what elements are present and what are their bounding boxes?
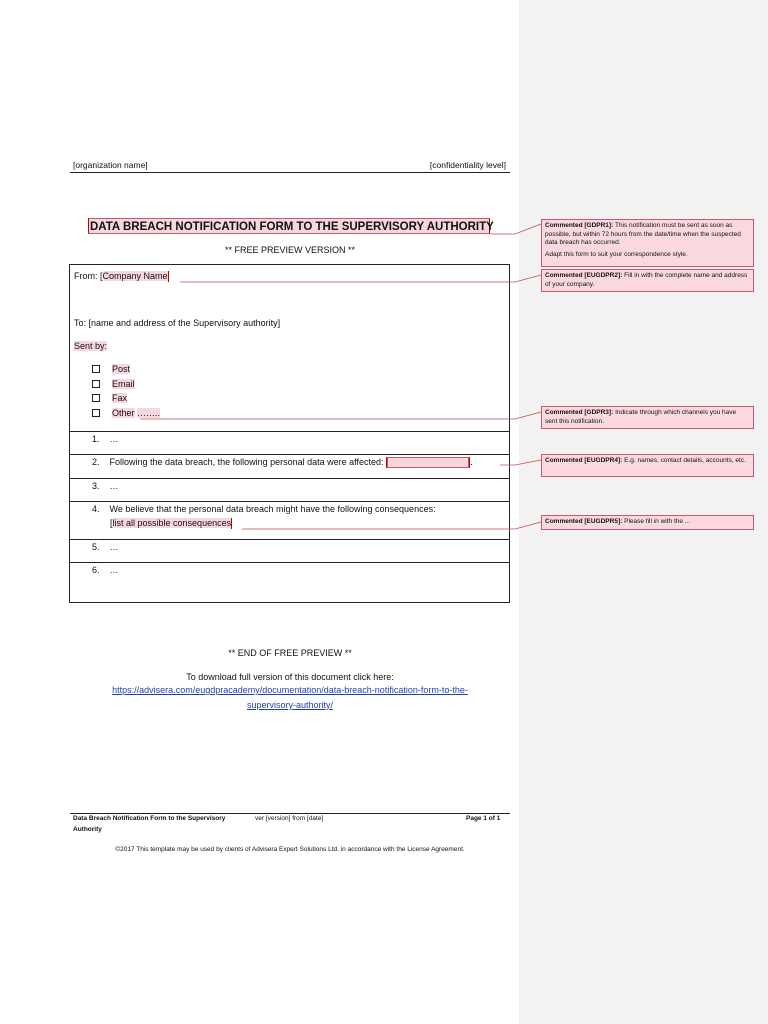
consequences-line: [list all possible consequences bbox=[110, 518, 232, 528]
end-preview-banner: ** END OF FREE PREVIEW ** bbox=[228, 648, 352, 658]
list-item-5 bbox=[92, 542, 119, 552]
comment-label: Commented [EUGDPR2]: bbox=[545, 272, 623, 279]
list-text[interactable]: … bbox=[109, 542, 119, 552]
comment-balloon-5[interactable] bbox=[541, 515, 754, 530]
sent-by-first-letter: S bbox=[74, 341, 81, 351]
channel-fax[interactable] bbox=[92, 393, 127, 403]
footer-doc-title-line2: Authority bbox=[73, 826, 102, 833]
header-rule bbox=[70, 172, 510, 173]
channel-post[interactable] bbox=[92, 364, 130, 374]
list-text[interactable]: … bbox=[109, 481, 119, 491]
list-item-2: 2. Following the data breach, the following personal data were affected: . bbox=[92, 457, 473, 467]
footer-page-number: Page 1 of 1 bbox=[466, 815, 501, 822]
list-item-3 bbox=[92, 481, 119, 491]
download-instructions: To download full version of this document click here: bbox=[186, 672, 394, 682]
comment-label: Commented [GDPR3]: bbox=[545, 409, 614, 416]
comment-label: Commented [GDPR1]: bbox=[545, 222, 614, 229]
comment-label: Commented [EUGDPR5]: bbox=[545, 518, 623, 525]
list-number: 6. bbox=[92, 565, 100, 575]
notification-form bbox=[69, 264, 510, 603]
free-preview-banner: ** FREE PREVIEW VERSION ** bbox=[224, 245, 356, 255]
checkbox-other[interactable] bbox=[92, 409, 100, 417]
list-item-6 bbox=[92, 565, 119, 575]
footer-copyright: ©2017 This template may be used by clients of Advisera Expert Solutions Ltd. in accordance with the License Agreement. bbox=[115, 846, 465, 853]
list-number: 5. bbox=[92, 542, 100, 552]
field-bracket bbox=[231, 518, 232, 529]
comment-balloon-4[interactable] bbox=[541, 454, 754, 477]
list-text: We believe that the personal data breach might have the following consequences: bbox=[109, 504, 436, 514]
row-divider bbox=[70, 454, 509, 455]
comments-pane bbox=[519, 0, 768, 1024]
comment-balloon-3[interactable] bbox=[541, 406, 754, 429]
channel-fax-label: Fax bbox=[112, 393, 128, 403]
channel-other-label: Other bbox=[112, 408, 135, 418]
channel-email[interactable] bbox=[92, 379, 135, 389]
company-name-field[interactable]: Company Name bbox=[102, 271, 168, 281]
list-number: 3. bbox=[92, 481, 100, 491]
comment-text: Fill in with the complete name and address of your company. bbox=[545, 272, 748, 288]
comment-text-2: Adapt this form to suit your correspondence style. bbox=[545, 250, 688, 258]
sent-by-rest: ent by: bbox=[80, 341, 108, 351]
consequences-field[interactable]: list all possible consequences bbox=[112, 518, 232, 528]
document-title[interactable]: DATA BREACH NOTIFICATION FORM TO THE SUPERVISORY AUTHORITY bbox=[88, 218, 490, 234]
row-divider bbox=[70, 501, 509, 502]
comment-text: Please fill in with the ... bbox=[624, 518, 691, 525]
list-number: 2. bbox=[92, 457, 100, 467]
confidentiality-level: [confidentiality level] bbox=[429, 160, 506, 170]
checkbox-fax[interactable] bbox=[92, 394, 100, 402]
download-link-continued[interactable]: supervisory-authority/ bbox=[246, 700, 334, 710]
comment-text: This notification must be sent as soon as possible, but within 72 hours from the date/time when the suspected data breach has occurred. bbox=[545, 222, 741, 246]
channel-post-label: Post bbox=[112, 364, 131, 374]
comment-anchor-2 bbox=[168, 271, 169, 282]
checkbox-email[interactable] bbox=[92, 380, 100, 388]
channel-other[interactable] bbox=[92, 408, 160, 418]
to-line: To: [name and address of the Supervisory authority] bbox=[74, 318, 281, 328]
list-item-1 bbox=[92, 434, 119, 444]
organization-name: [organization name] bbox=[73, 160, 148, 170]
footer-version: ver [version] from [date] bbox=[255, 815, 324, 822]
checkbox-post[interactable] bbox=[92, 365, 100, 373]
row-divider bbox=[70, 562, 509, 563]
list-item-4 bbox=[92, 504, 436, 514]
list-text[interactable]: … bbox=[109, 434, 119, 444]
from-label: From: [ bbox=[74, 271, 103, 281]
row-divider bbox=[70, 478, 509, 479]
row-divider bbox=[70, 431, 509, 432]
other-channel-field[interactable]: …….. bbox=[137, 408, 161, 418]
comment-label: Commented [EUGDPR4]: bbox=[545, 457, 623, 464]
list-text[interactable]: … bbox=[109, 565, 119, 575]
list-text: Following the data breach, the following personal data were affected: bbox=[109, 457, 384, 467]
sent-by-label[interactable] bbox=[74, 341, 107, 351]
channel-email-label: Email bbox=[112, 379, 135, 389]
footer-rule bbox=[70, 813, 510, 814]
footer-doc-title: Data Breach Notification Form to the Supervisory bbox=[73, 815, 226, 822]
list-number: 1. bbox=[92, 434, 100, 444]
row-divider bbox=[70, 539, 509, 540]
field-bracket bbox=[469, 457, 470, 468]
comment-balloon-2[interactable] bbox=[541, 269, 754, 292]
comment-text: Indicate through which channels you have sent this notification. bbox=[545, 409, 737, 425]
list-number: 4. bbox=[92, 504, 100, 514]
comment-balloon-1[interactable] bbox=[541, 219, 754, 267]
comment-text: E.g. names, contact details, accounts, etc. bbox=[624, 457, 746, 464]
affected-data-field[interactable] bbox=[387, 457, 469, 468]
from-line bbox=[74, 271, 169, 282]
download-link[interactable]: https://advisera.com/eugdpracademy/documentation/data-breach-notification-form-to-the- bbox=[112, 685, 468, 695]
